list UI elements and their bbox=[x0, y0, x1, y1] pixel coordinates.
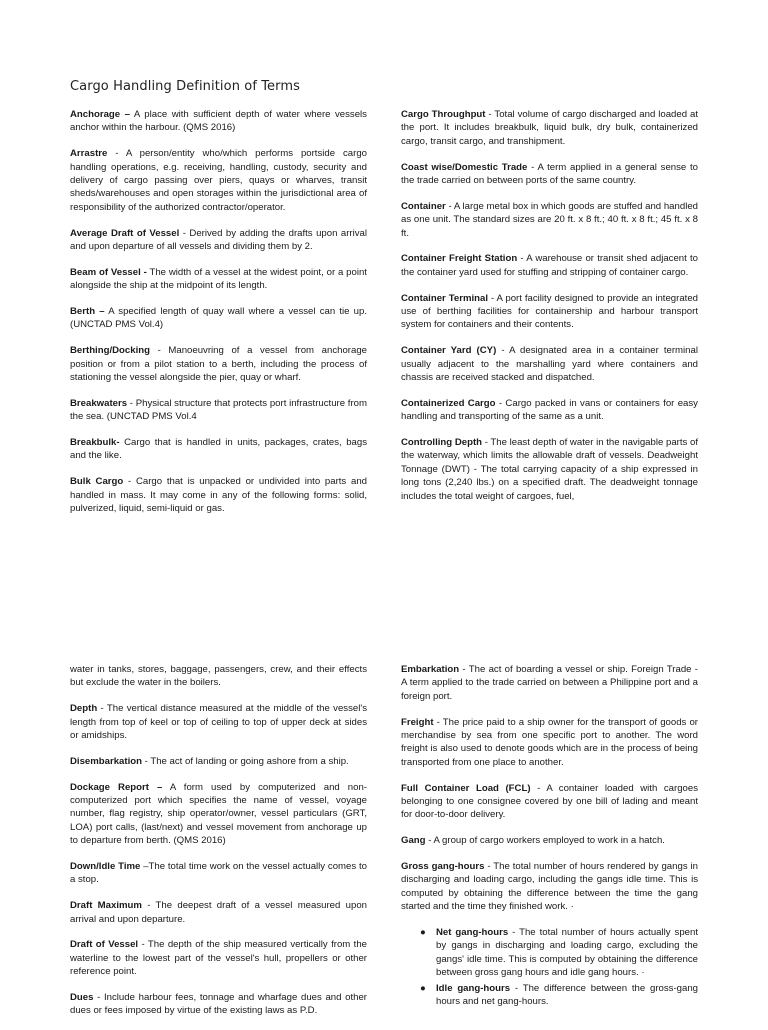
bullet-item bbox=[420, 982, 699, 1009]
definition-term: Containerized Cargo bbox=[401, 397, 496, 409]
definition-text: –The total time work on the vessel actually comes to a stop. bbox=[70, 861, 368, 886]
definition-term: Gang bbox=[401, 835, 426, 847]
definition-text: - Cargo packed in vans or containers for easy handling and transporting of the same as a unit. bbox=[401, 397, 698, 423]
definition-text: - Physical structure that protects port infrastructure from the sea. (UNCTAD PMS Vol.4 bbox=[70, 397, 367, 423]
definition-term: Dockage Report – bbox=[70, 781, 163, 793]
definition-text: The width of a vessel at the widest point, or a point alongside the ship at the midpoint of its length. bbox=[70, 266, 367, 292]
definition-text: - The depth of the ship measured vertically from the waterline to the lowest part of the vessel's hull, propellers or other reference point. bbox=[70, 939, 368, 978]
definition-term: Breakwaters bbox=[70, 397, 128, 409]
bullet-dot-icon: ● bbox=[420, 927, 426, 939]
definition-term: Dues bbox=[70, 992, 94, 1004]
definition-text: - Manoeuvring of a vessel from anchorage position or from a pilot station to a berth, including the process of stationing the vessel alongside the pier, quay or wharf. bbox=[70, 345, 367, 384]
bullet-text: - The difference between the gross-gang hours and net gang-hours. bbox=[436, 982, 699, 1008]
definition-entry bbox=[70, 344, 367, 384]
definition-term: Container bbox=[401, 200, 446, 212]
definition-term: Gross gang-hours bbox=[401, 861, 485, 873]
definition-text: - The total number of hours rendered by gangs in discharging and loading cargo, including the gangs idle time. This is computed by obtaining the difference between the time the gang started and the time they finished work. · bbox=[401, 861, 699, 913]
definition-text: - A warehouse or transit shed adjacent to the container yard used for stuffing and stripping of container cargo. bbox=[401, 253, 699, 278]
column-3 bbox=[70, 663, 367, 1030]
definition-text: A place with sufficient depth of water where vessels anchor within the harbour. (QMS 2016) bbox=[70, 109, 367, 134]
definition-term: Arrastre bbox=[70, 148, 108, 160]
bullet-term: Idle gang-hours bbox=[436, 982, 511, 994]
definition-term: Berth – bbox=[70, 306, 105, 318]
definition-text: - The price paid to a ship owner for the transport of goods or merchandise by sea from one specific port to another. The word freight is also used to denote goods which are in the process of being transported from one place to another. bbox=[401, 716, 698, 768]
definition-term: Freight bbox=[401, 716, 434, 728]
definition-text: - A group of cargo workers employed to work in a hatch. bbox=[425, 835, 665, 847]
definition-entry bbox=[70, 991, 367, 1018]
definition-text: - The act of boarding a vessel or ship. Foreign Trade - A term applied to the trade carried on between a Philippine port and a foreign port. bbox=[401, 664, 698, 702]
definition-entry bbox=[401, 344, 698, 384]
definition-text: - A designated area in a container terminal usually adjacent to the marshalling yard where containers and chassis are received stacked and dispatched. bbox=[401, 345, 698, 384]
definition-term: Beam of Vessel - bbox=[70, 266, 147, 278]
definition-entry bbox=[70, 108, 367, 135]
definition-entry bbox=[70, 663, 367, 690]
definition-text: - Include harbour fees, tonnage and wharfage dues and other dues or fees imposed by virtue of the existing laws as P.D. bbox=[70, 992, 367, 1017]
definition-term: Depth bbox=[70, 703, 98, 715]
definition-entry bbox=[401, 436, 698, 503]
definition-term: Container Terminal bbox=[401, 292, 488, 304]
definition-term: Berthing/Docking bbox=[70, 345, 150, 357]
definition-term: Down/Idle Time bbox=[70, 861, 141, 873]
definition-entry bbox=[401, 663, 698, 703]
definition-entry bbox=[70, 702, 367, 742]
document-title: Cargo Handling Definition of Terms bbox=[70, 79, 301, 94]
definition-term: Embarkation bbox=[401, 664, 460, 675]
definition-text: - The least depth of water in the navigable parts of the waterway, which limits the allowable draft of vessels. Deadweight Tonnage (DWT) - The total carrying capacity of a ship expressed in long tons (2,240 lbs.) on a specified draft. The deadweight tonnage includes the total weight of cargoes, fuel, bbox=[401, 437, 698, 502]
definition-entry bbox=[70, 397, 367, 424]
definition-text: - A container loaded with cargoes belonging to one consignee covered by one bill of lading and meant for door-to-door delivery. bbox=[401, 782, 699, 821]
definition-entry bbox=[70, 938, 367, 978]
definition-entry bbox=[401, 161, 698, 188]
definition-term: Container Freight Station bbox=[401, 253, 518, 265]
definition-entry bbox=[70, 860, 367, 887]
definition-entry bbox=[70, 147, 367, 214]
column-1 bbox=[70, 108, 367, 528]
definition-term: Coast wise/Domestic Trade bbox=[401, 161, 528, 173]
definition-text: - Total volume of cargo discharged and loaded at the port. It includes breakbulk, liquid bulk, dry bulk, containerized cargo, transit cargo, and transhipment. bbox=[401, 109, 698, 147]
definition-entry bbox=[70, 755, 367, 768]
definition-text: water in tanks, stores, baggage, passengers, crew, and their effects but exclude the water in the boilers. bbox=[70, 664, 367, 689]
bullet-item bbox=[420, 926, 698, 980]
definition-term: Average Draft of Vessel bbox=[70, 227, 180, 239]
definition-term: Draft of Vessel bbox=[70, 939, 139, 951]
definition-entry bbox=[401, 108, 698, 148]
definition-term: Full Container Load (FCL) bbox=[401, 782, 531, 794]
definition-entry bbox=[401, 860, 698, 914]
bullet-list bbox=[401, 926, 698, 1008]
definition-text: A form used by computerized and non-computerized port which specifies the name of vessel, voyage number, flag registry, ship operator/owner, vessel particulars (GRT, LOA) port calls, (last/next) and vessel movement from anchorage up to departure from berth. (QMS 2016) bbox=[70, 781, 368, 847]
definition-text: - A port facility designed to provide an integrated use of berthing facilities for containership and harbour transport system for containers and their contents. bbox=[401, 292, 698, 331]
definition-text: - The vertical distance measured at the middle of the vessel's length from top of keel or top of ceiling to top of upper deck at sides or amidships. bbox=[70, 703, 367, 742]
definition-term: Anchorage – bbox=[70, 109, 130, 120]
definition-text: Cargo that is handled in units, packages, crates, bags and the like. bbox=[70, 437, 367, 462]
column-2 bbox=[401, 108, 698, 515]
definition-entry bbox=[70, 266, 367, 293]
definition-entry bbox=[70, 305, 367, 332]
definition-entry bbox=[401, 782, 698, 822]
definition-entry bbox=[401, 397, 698, 424]
definition-entry bbox=[70, 781, 367, 848]
definition-text: - Derived by adding the drafts upon arrival and upon departure of all vessels and dividing them by 2. bbox=[70, 227, 368, 253]
definition-text: - A person/entity who/which performs portside cargo handling operations, e.g. receiving, handling, custody, security and delivery of cargo passing over piers, quays or wharves, transit sheds/warehouses and open storages within the jurisdictional area of responsibility of the authorized contractor/operator. bbox=[70, 148, 367, 213]
column-4 bbox=[401, 663, 698, 1008]
definition-entry bbox=[70, 475, 367, 515]
definition-entry bbox=[70, 436, 367, 463]
definition-text: A specified length of quay wall where a vessel can tie up. (UNCTAD PMS Vol.4) bbox=[70, 306, 367, 331]
bullet-text: - The total number of hours actually spent by gangs in discharging and loading cargo, excluding the gangs' idle time. This is computed by obtaining the difference between gross gang hours and idle gang hours. · bbox=[436, 927, 698, 979]
bullet-term: Net gang-hours bbox=[436, 927, 509, 939]
definition-term: Disembarkation bbox=[70, 755, 142, 767]
definition-entry bbox=[70, 227, 367, 254]
definition-term: Container Yard (CY) bbox=[401, 345, 497, 357]
definition-text: - The deepest draft of a vessel measured upon arrival and upon departure. bbox=[70, 900, 367, 925]
definition-text: - A term applied in a general sense to the trade carried on between ports of the same country. bbox=[401, 161, 698, 187]
definition-term: Breakbulk- bbox=[70, 437, 120, 449]
definition-entry bbox=[401, 292, 698, 332]
definition-text: - A large metal box in which goods are stuffed and handled as one unit. The standard sizes are 20 ft. x 8 ft.; 40 ft. x 8 ft.; 45 ft. x 8 ft. bbox=[401, 200, 698, 239]
definition-entry bbox=[401, 716, 698, 770]
definition-text: - Cargo that is unpacked or undivided into parts and handled in mass. It may come in any of the following forms: solid, pulverized, liquid, semi-liquid or gas. bbox=[70, 476, 367, 515]
definition-term: Bulk Cargo bbox=[70, 476, 124, 488]
definition-term: Controlling Depth bbox=[401, 437, 483, 449]
definition-term: Draft Maximum bbox=[70, 900, 142, 912]
definition-entry bbox=[401, 252, 698, 279]
definition-entry bbox=[401, 200, 698, 240]
bullet-dot-icon: ● bbox=[420, 982, 426, 994]
definition-entry bbox=[70, 899, 367, 926]
definition-entry bbox=[401, 834, 698, 847]
definition-text: - The act of landing or going ashore from a ship. bbox=[141, 755, 349, 767]
definition-term: Cargo Throughput bbox=[401, 109, 486, 120]
